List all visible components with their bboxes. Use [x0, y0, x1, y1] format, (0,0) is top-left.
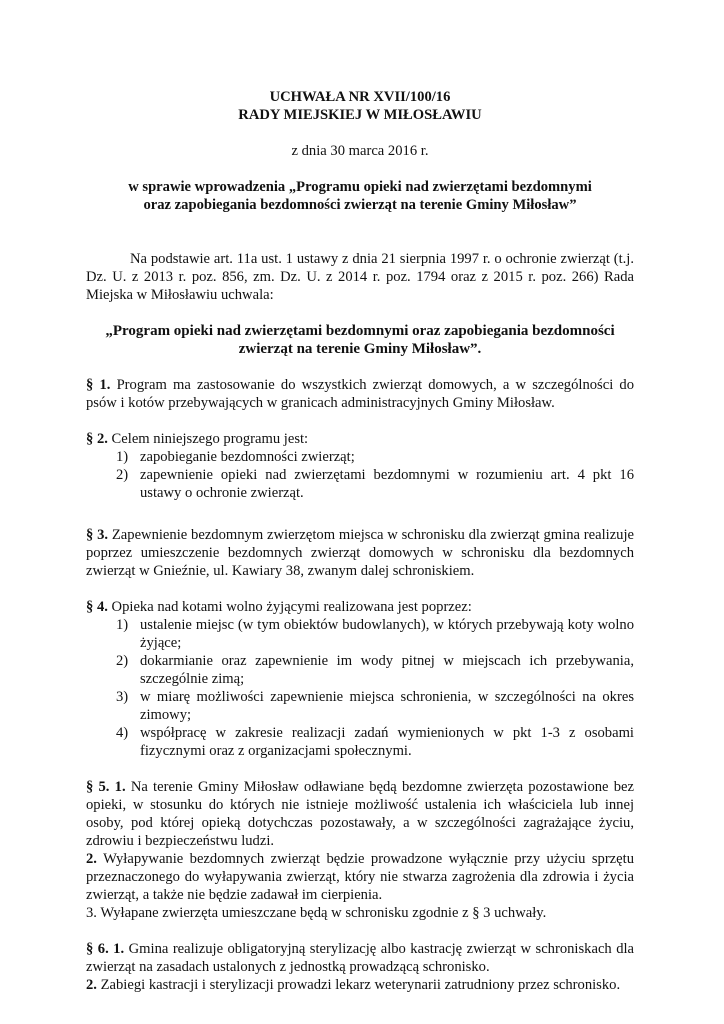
subject-line-1: w sprawie wprowadzenia „Programu opieki nad zwierzętami bezdomnymi: [128, 179, 592, 195]
section-5-text-3: 3. Wyłapane zwierzęta umieszczane będą w schronisku zgodnie z § 3 uchwały.: [86, 905, 547, 921]
resolution-date: z dnia 30 marca 2016 r.: [291, 143, 429, 159]
section-3-label: § 3.: [86, 527, 109, 543]
section-4-label: § 4.: [86, 599, 108, 615]
subject-line-2: oraz zapobiegania bezdomności zwierząt na terenie Gminy Miłosław”: [143, 197, 577, 213]
title-line-1: UCHWAŁA NR XVII/100/16: [269, 89, 451, 105]
program-title-line-1: „Program opieki nad zwierzętami bezdomnymi oraz zapobiegania bezdomności: [105, 323, 615, 339]
section-2-text: Celem niniejszego programu jest:: [111, 431, 309, 447]
list-item-text: dokarmianie oraz zapewnienie im wody pitnej w miejscach ich przebywania, szczególnie zimą;: [140, 653, 634, 687]
list-item-text: współpracę w zakresie realizacji zadań wymienionych w pkt 1-3 z osobami fizycznymi oraz z organizacjami społecznymi.: [140, 725, 634, 759]
list-item-number: 3): [116, 689, 129, 705]
section-3-text: Zapewnienie bezdomnym zwierzętom miejsca w schronisku dla zwierząt gmina realizuje poprzez umieszczenie bezdomnych zwierząt domowych w schronisku dla bezdomnych zwierząt w Gnieźnie, ul. Kawiary 38, zwanym dalej schroniskiem.: [86, 527, 635, 579]
section-1: [86, 376, 634, 412]
list-item-number: 1): [116, 617, 129, 633]
section-5-label-2: 2.: [86, 851, 97, 867]
resolution-subject: [86, 178, 634, 214]
resolution-title: [86, 88, 634, 124]
list-item: [86, 448, 634, 466]
section-5-label: § 5. 1.: [86, 779, 126, 795]
section-6-text-1: Gmina realizuje obligatoryjną sterylizację albo kastrację zwierząt w schroniskach dla zwierząt na zasadach ustalonych z jednostką prowadzącą schronisko.: [86, 941, 635, 975]
section-1-text: Program ma zastosowanie do wszystkich zwierząt domowych, a w szczególności do psów i kotów przebywających w granicach administracyjnych Gminy Miłosław.: [86, 377, 634, 411]
section-6-label-2: 2.: [86, 977, 97, 993]
section-5-text-2: Wyłapywanie bezdomnych zwierząt będzie prowadzone wyłącznie przy użyciu sprzętu przeznaczonego do wyłapywania zwierząt, który nie stwarza zagrożenia dla zdrowia i życia zwierząt, a także nie będzie zadawał im cierpienia.: [86, 851, 634, 903]
section-4-text: Opieka nad kotami wolno żyjącymi realizowana jest poprzez:: [111, 599, 472, 615]
program-title: [86, 322, 634, 358]
section-6-text-2: Zabiegi kastracji i sterylizacji prowadzi lekarz weterynarii zatrudniony przez schronisko.: [100, 977, 621, 993]
list-item-number: 2): [116, 653, 129, 669]
title-line-2: RADY MIEJSKIEJ W MIŁOSŁAWIU: [238, 107, 482, 123]
section-6-label: § 6. 1.: [86, 941, 125, 957]
preamble: Na podstawie art. 11a ust. 1 ustawy z dnia 21 sierpnia 1997 r. o ochronie zwierząt (t.j. Dz. U. z 2013 r. poz. 856, zm. Dz. U. z 2014 r. poz. 1794 oraz z 2015 r. poz. 266) Rada Miejska w Miłosławiu uchwala:: [86, 251, 634, 303]
section-5-text-1: Na terenie Gminy Miłosław odławiane będą bezdomne zwierzęta pozostawione bez opieki, w stosunku do których nie istnieje możliwość ustalenia ich właściciela lub innej osoby, pod której opieką dotychczas pozostawały, a w szczególności zagrażające życiu, zdrowiu i bezpieczeństwu ludzi.: [86, 779, 634, 849]
list-item-text: w miarę możliwości zapewnienie miejsca schronienia, w szczególności na okres zimowy;: [140, 689, 634, 723]
section-2-label: § 2.: [86, 431, 108, 447]
section-2: [86, 430, 634, 502]
list-item: [86, 652, 634, 688]
section-2-list: [86, 448, 634, 502]
list-item-text: zapewnienie opieki nad zwierzętami bezdomnymi w rozumieniu art. 4 pkt 16 ustawy o ochronie zwierząt.: [140, 467, 634, 501]
list-item: [86, 724, 634, 760]
section-4-list: [86, 616, 634, 760]
list-item-text: ustalenie miejsc (w tym obiektów budowlanych), w których przebywają koty wolno żyjące;: [140, 617, 634, 651]
section-5: [86, 778, 634, 922]
section-6: [86, 940, 634, 994]
list-item-number: 2): [116, 467, 129, 483]
list-item: [86, 688, 634, 724]
program-title-line-2: zwierząt na terenie Gminy Miłosław”.: [238, 341, 482, 357]
section-3: [86, 526, 634, 580]
list-item-text: zapobieganie bezdomności zwierząt;: [140, 449, 355, 465]
list-item: [86, 466, 634, 502]
section-4: [86, 598, 634, 760]
list-item-number: 1): [116, 449, 129, 465]
list-item-number: 4): [116, 725, 129, 741]
list-item: [86, 616, 634, 652]
section-1-label: § 1.: [86, 377, 111, 393]
